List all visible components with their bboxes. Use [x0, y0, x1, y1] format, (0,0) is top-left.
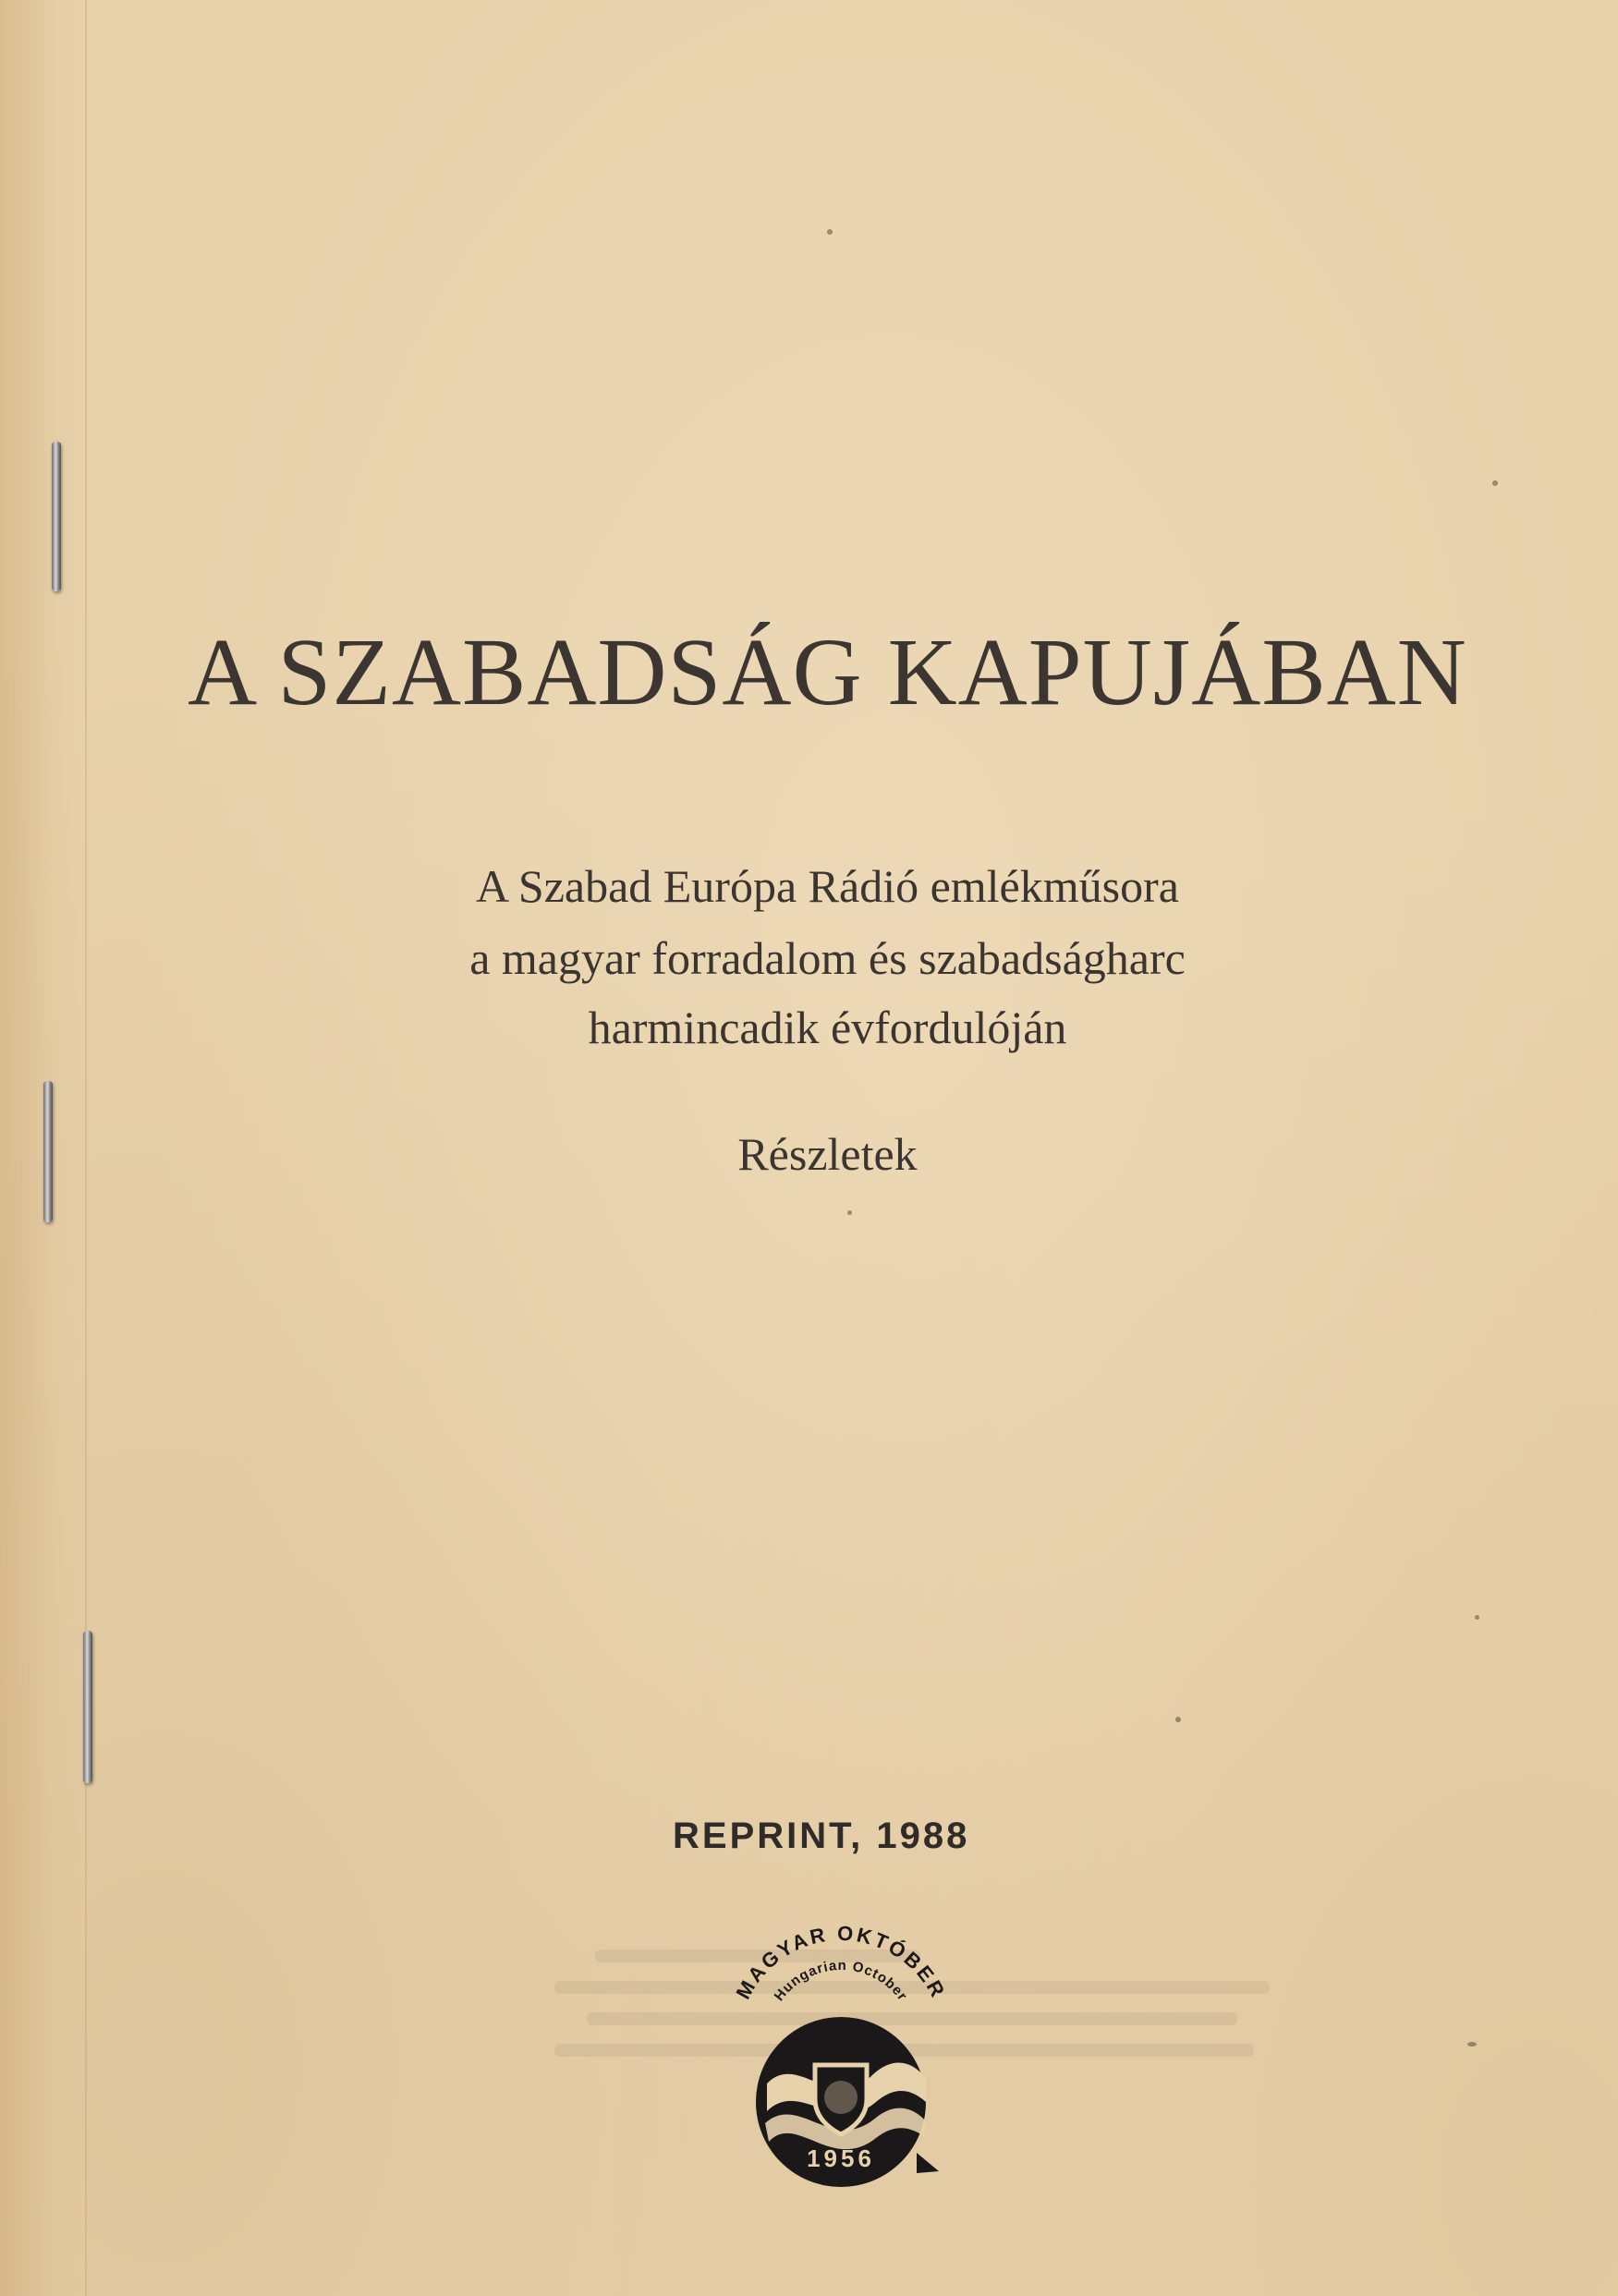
shield-hole-icon	[824, 2081, 858, 2114]
subtitle-line-3: harmincadik évfordulóján	[588, 1002, 1067, 1053]
staple-icon	[83, 1631, 92, 1783]
section-label: Részletek	[737, 1128, 918, 1180]
document-title: A SZABADSÁG KAPUJÁBAN	[188, 619, 1467, 725]
flag-tail-icon	[917, 2153, 939, 2173]
subtitle-line-1: A Szabad Európa Rádió emlékműsora	[476, 860, 1179, 912]
paper-speck	[827, 229, 833, 235]
subtitle-line-2: a magyar forradalom és szabadságharc	[469, 932, 1186, 984]
paper-speck	[1492, 480, 1498, 486]
emblem-year: 1956	[807, 2144, 875, 2172]
paper-speck	[1467, 2042, 1477, 2047]
paper-speck	[847, 1210, 852, 1215]
emblem-outer-text: MAGYAR OKTÓBER	[731, 1921, 951, 2003]
magyar-oktober-emblem-icon	[712, 1903, 970, 2199]
svg-text:Hungarian October	[772, 1958, 911, 2004]
paper-speck	[1175, 1717, 1181, 1722]
emblem-inner-text: Hungarian October	[771, 1957, 911, 2005]
reprint-line: REPRINT, 1988	[673, 1816, 970, 1856]
paper-speck	[1475, 1615, 1479, 1620]
staple-icon	[52, 442, 61, 591]
